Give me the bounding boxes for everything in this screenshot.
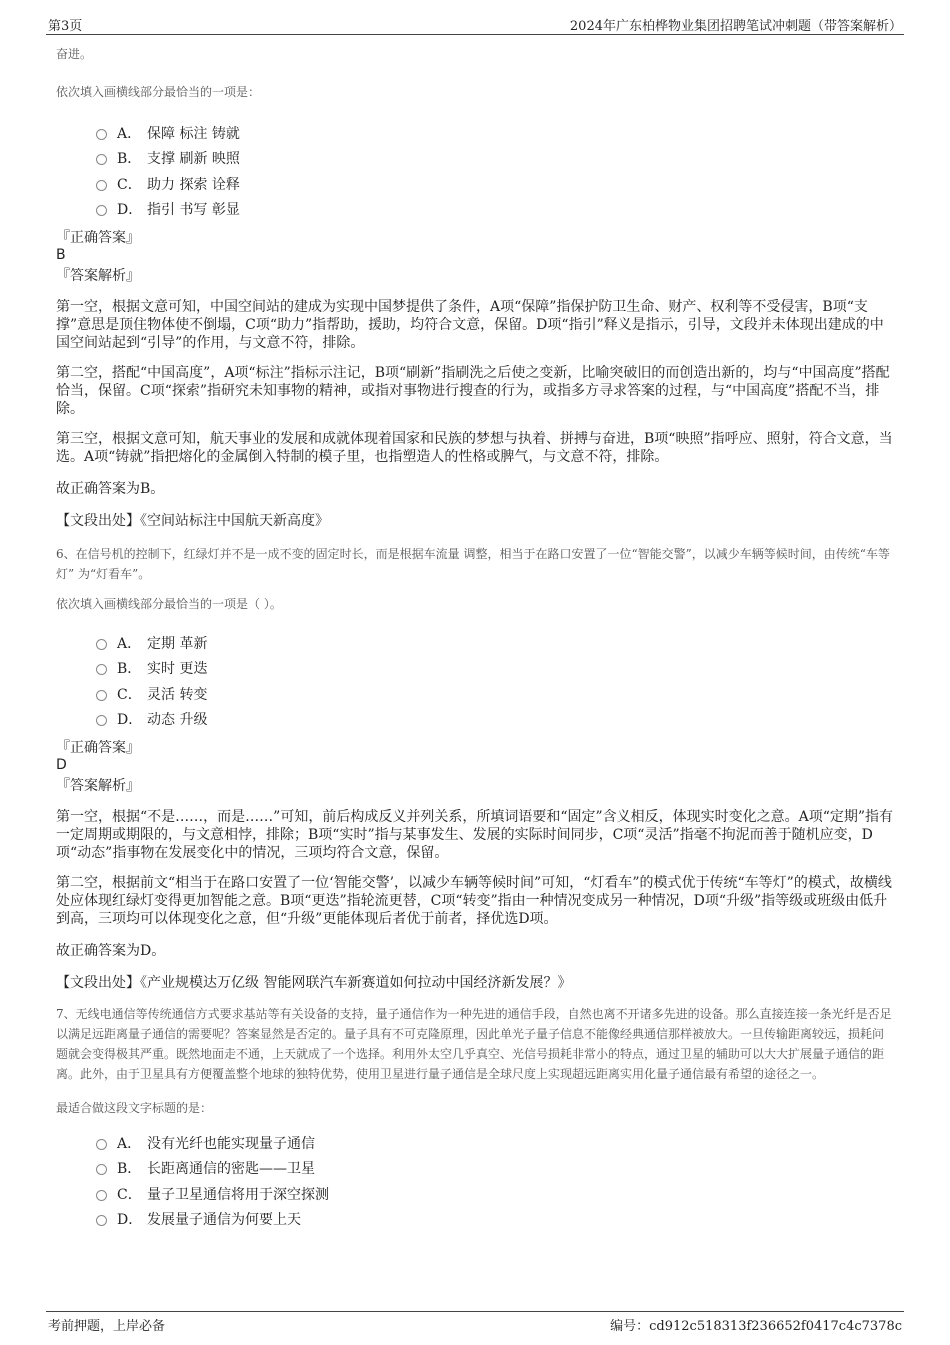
radio-icon[interactable] <box>96 129 107 140</box>
q5-analysis-2: 第二空，搭配“中国高度”，A项“标注”指标示注记，B项“刷新”指刷洗之后使之变新，比喻突破旧的而创造出新的，均与“中国高度”搭配恰当，保留。C项“探索”指研究未知事物的精神，或指对事物进行搜查的行为，或指多方寻求答案的过程，与“中国高度”搭配不当，排除。 <box>56 365 890 417</box>
radio-icon[interactable] <box>96 1190 107 1201</box>
radio-icon[interactable] <box>96 690 107 701</box>
q7-prompt: 最适合做这段文字标题的是： <box>56 1101 213 1115</box>
q6-prompt: 依次填入画横线部分最恰当的一项是（ ）。 <box>56 597 282 611</box>
radio-icon[interactable] <box>96 1164 107 1175</box>
q6-source: 【文段出处】《产业规模达万亿级 智能网联汽车新赛道如何拉动中国经济新发展？》 <box>56 975 572 991</box>
q7-option-c[interactable]: C． 量子卫星通信将用于深空探测 <box>96 1181 894 1207</box>
page-footer <box>46 1311 904 1334</box>
q6-analysis-1: 第一空，根据“不是……，而是……”可知，前后构成反义并列关系，所填词语要和“固定”含义相反，体现实时变化之意。A项“定期”指有一定周期或期限的，与文意相悖，排除；B项“实时”指与某事发生、发展的实际时间同步，C项“灵活”指毫不拘泥而善于随机应变，D项“动态”指事物在发展变化中的情况，三项均符合文意，保留。 <box>56 809 894 861</box>
radio-icon[interactable] <box>96 154 107 165</box>
radio-icon[interactable] <box>96 205 107 216</box>
q5-option-d[interactable]: D． 指引 书写 彰显 <box>96 197 894 223</box>
q5-option-b[interactable]: B． 支撑 刷新 映照 <box>96 146 894 172</box>
q6-options <box>96 630 894 732</box>
q6-answer-label: 『正确答案』 <box>56 740 140 756</box>
radio-icon[interactable] <box>96 1139 107 1150</box>
q5-option-c[interactable]: C． 助力 探索 诠释 <box>96 171 894 197</box>
q5-analysis-3: 第三空，根据文意可知，航天事业的发展和成就体现着国家和民族的梦想与执着、拼搏与奋进，B项“映照”指呼应、照射，符合文意，当选。A项“铸就”指把熔化的金属倒入特制的模子里，也指塑造人的性格或脾气，与文意不符，排除。 <box>56 431 893 465</box>
q6-analysis-2: 第二空，根据前文“相当于在路口安置了一位‘智能交警’，以减少车辆等候时间”可知，“灯看车”的模式优于传统“车等灯”的模式，故横线处应体现红绿灯变得更加智能之意。B项“更迭”指轮流更替，C项“转变”指由一种情况变成另一种情况，D项“升级”指等级或班级由低升到高，三项均可以体现变化之意，但“升级”更能体现后者优于前者，择优选D项。 <box>56 875 892 927</box>
q6-option-d[interactable]: D． 动态 升级 <box>96 707 894 733</box>
q6-option-c[interactable]: C． 灵活 转变 <box>96 681 894 707</box>
footer-slogan: 考前押题，上岸必备 <box>48 1319 166 1334</box>
q5-analysis-label: 『答案解析』 <box>56 268 140 284</box>
radio-icon[interactable] <box>96 715 107 726</box>
q5-answer-label: 『正确答案』 <box>56 230 140 246</box>
q7-option-d[interactable]: D． 发展量子通信为何要上天 <box>96 1207 894 1233</box>
q7-options <box>96 1130 894 1232</box>
page-content <box>56 40 894 1240</box>
q7-option-a[interactable]: A． 没有光纤也能实现量子通信 <box>96 1130 894 1156</box>
q5-conclusion: 故正确答案为B。 <box>56 481 165 497</box>
q5-options <box>96 120 894 222</box>
q5-answer: B <box>56 247 66 263</box>
q7-stem: 7、无线电通信等传统通信方式要求基站等有关设备的支持，量子通信作为一种先进的通信手段，自然也离不开诸多先进的设备。那么直接连接一条光纤是否足以满足远距离量子通信的需要呢？答案显然是否定的。量子具有不可克隆原理，因此单光子量子信息不能像经典通信那样被放大。一旦传输距离较远，损耗问题就会变得极其严重。既然地面走不通，上天就成了一个选择。利用外太空几乎真空、光信号损耗非常小的特点，通过卫星的辅助可以大大扩展量子通信的距离。此外，由于卫星具有方便覆盖整个地球的独特优势，使用卫星进行量子通信是全球尺度上实现超远距离实用化量子通信最有希望的途径之一。 <box>56 1007 892 1081</box>
q6-option-b[interactable]: B． 实时 更迭 <box>96 656 894 682</box>
q6-conclusion: 故正确答案为D。 <box>56 943 166 959</box>
q5-source: 【文段出处】《空间站标注中国航天新高度》 <box>56 513 329 529</box>
q5-analysis-1: 第一空，根据文意可知，中国空间站的建成为实现中国梦提供了条件，A项“保障”指保护防卫生命、财产、权利等不受侵害，B项“支撑”意思是顶住物体使不倒塌，C项“助力”指帮助，援助，均符合文意，保留。D项“指引”释义是指示，引导，文段并未体现出建成的中国空间站起到“引导”的作用，与文意不符，排除。 <box>56 299 884 351</box>
q5-option-a[interactable]: A． 保障 标注 铸就 <box>96 120 894 146</box>
q7-option-b[interactable]: B． 长距离通信的密匙——卫星 <box>96 1156 894 1182</box>
q6-stem: 6、在信号机的控制下，红绿灯并不是一成不变的固定时长，而是根据车流量 调整，相当于在路口安置了一位“智能交警”，以减少车辆等候时间，由传统“车等灯” 为“灯看车”。 <box>56 547 890 581</box>
q6-analysis-label: 『答案解析』 <box>56 778 140 794</box>
q6-option-a[interactable]: A． 定期 革新 <box>96 630 894 656</box>
radio-icon[interactable] <box>96 1215 107 1226</box>
q6-answer: D <box>56 757 67 773</box>
q5-prompt: 依次填入画横线部分最恰当的一项是： <box>56 85 261 99</box>
radio-icon[interactable] <box>96 664 107 675</box>
page-number: 第3页 <box>48 19 83 34</box>
radio-icon[interactable] <box>96 180 107 191</box>
document-id: 编号：cd912c518313f236652f0417c4c7378c <box>610 1319 902 1334</box>
document-title: 2024年广东柏桦物业集团招聘笔试冲刺题（带答案解析） <box>569 19 902 34</box>
page-header <box>46 12 904 35</box>
radio-icon[interactable] <box>96 639 107 650</box>
q5-stem-tail: 奋进。 <box>56 47 93 61</box>
